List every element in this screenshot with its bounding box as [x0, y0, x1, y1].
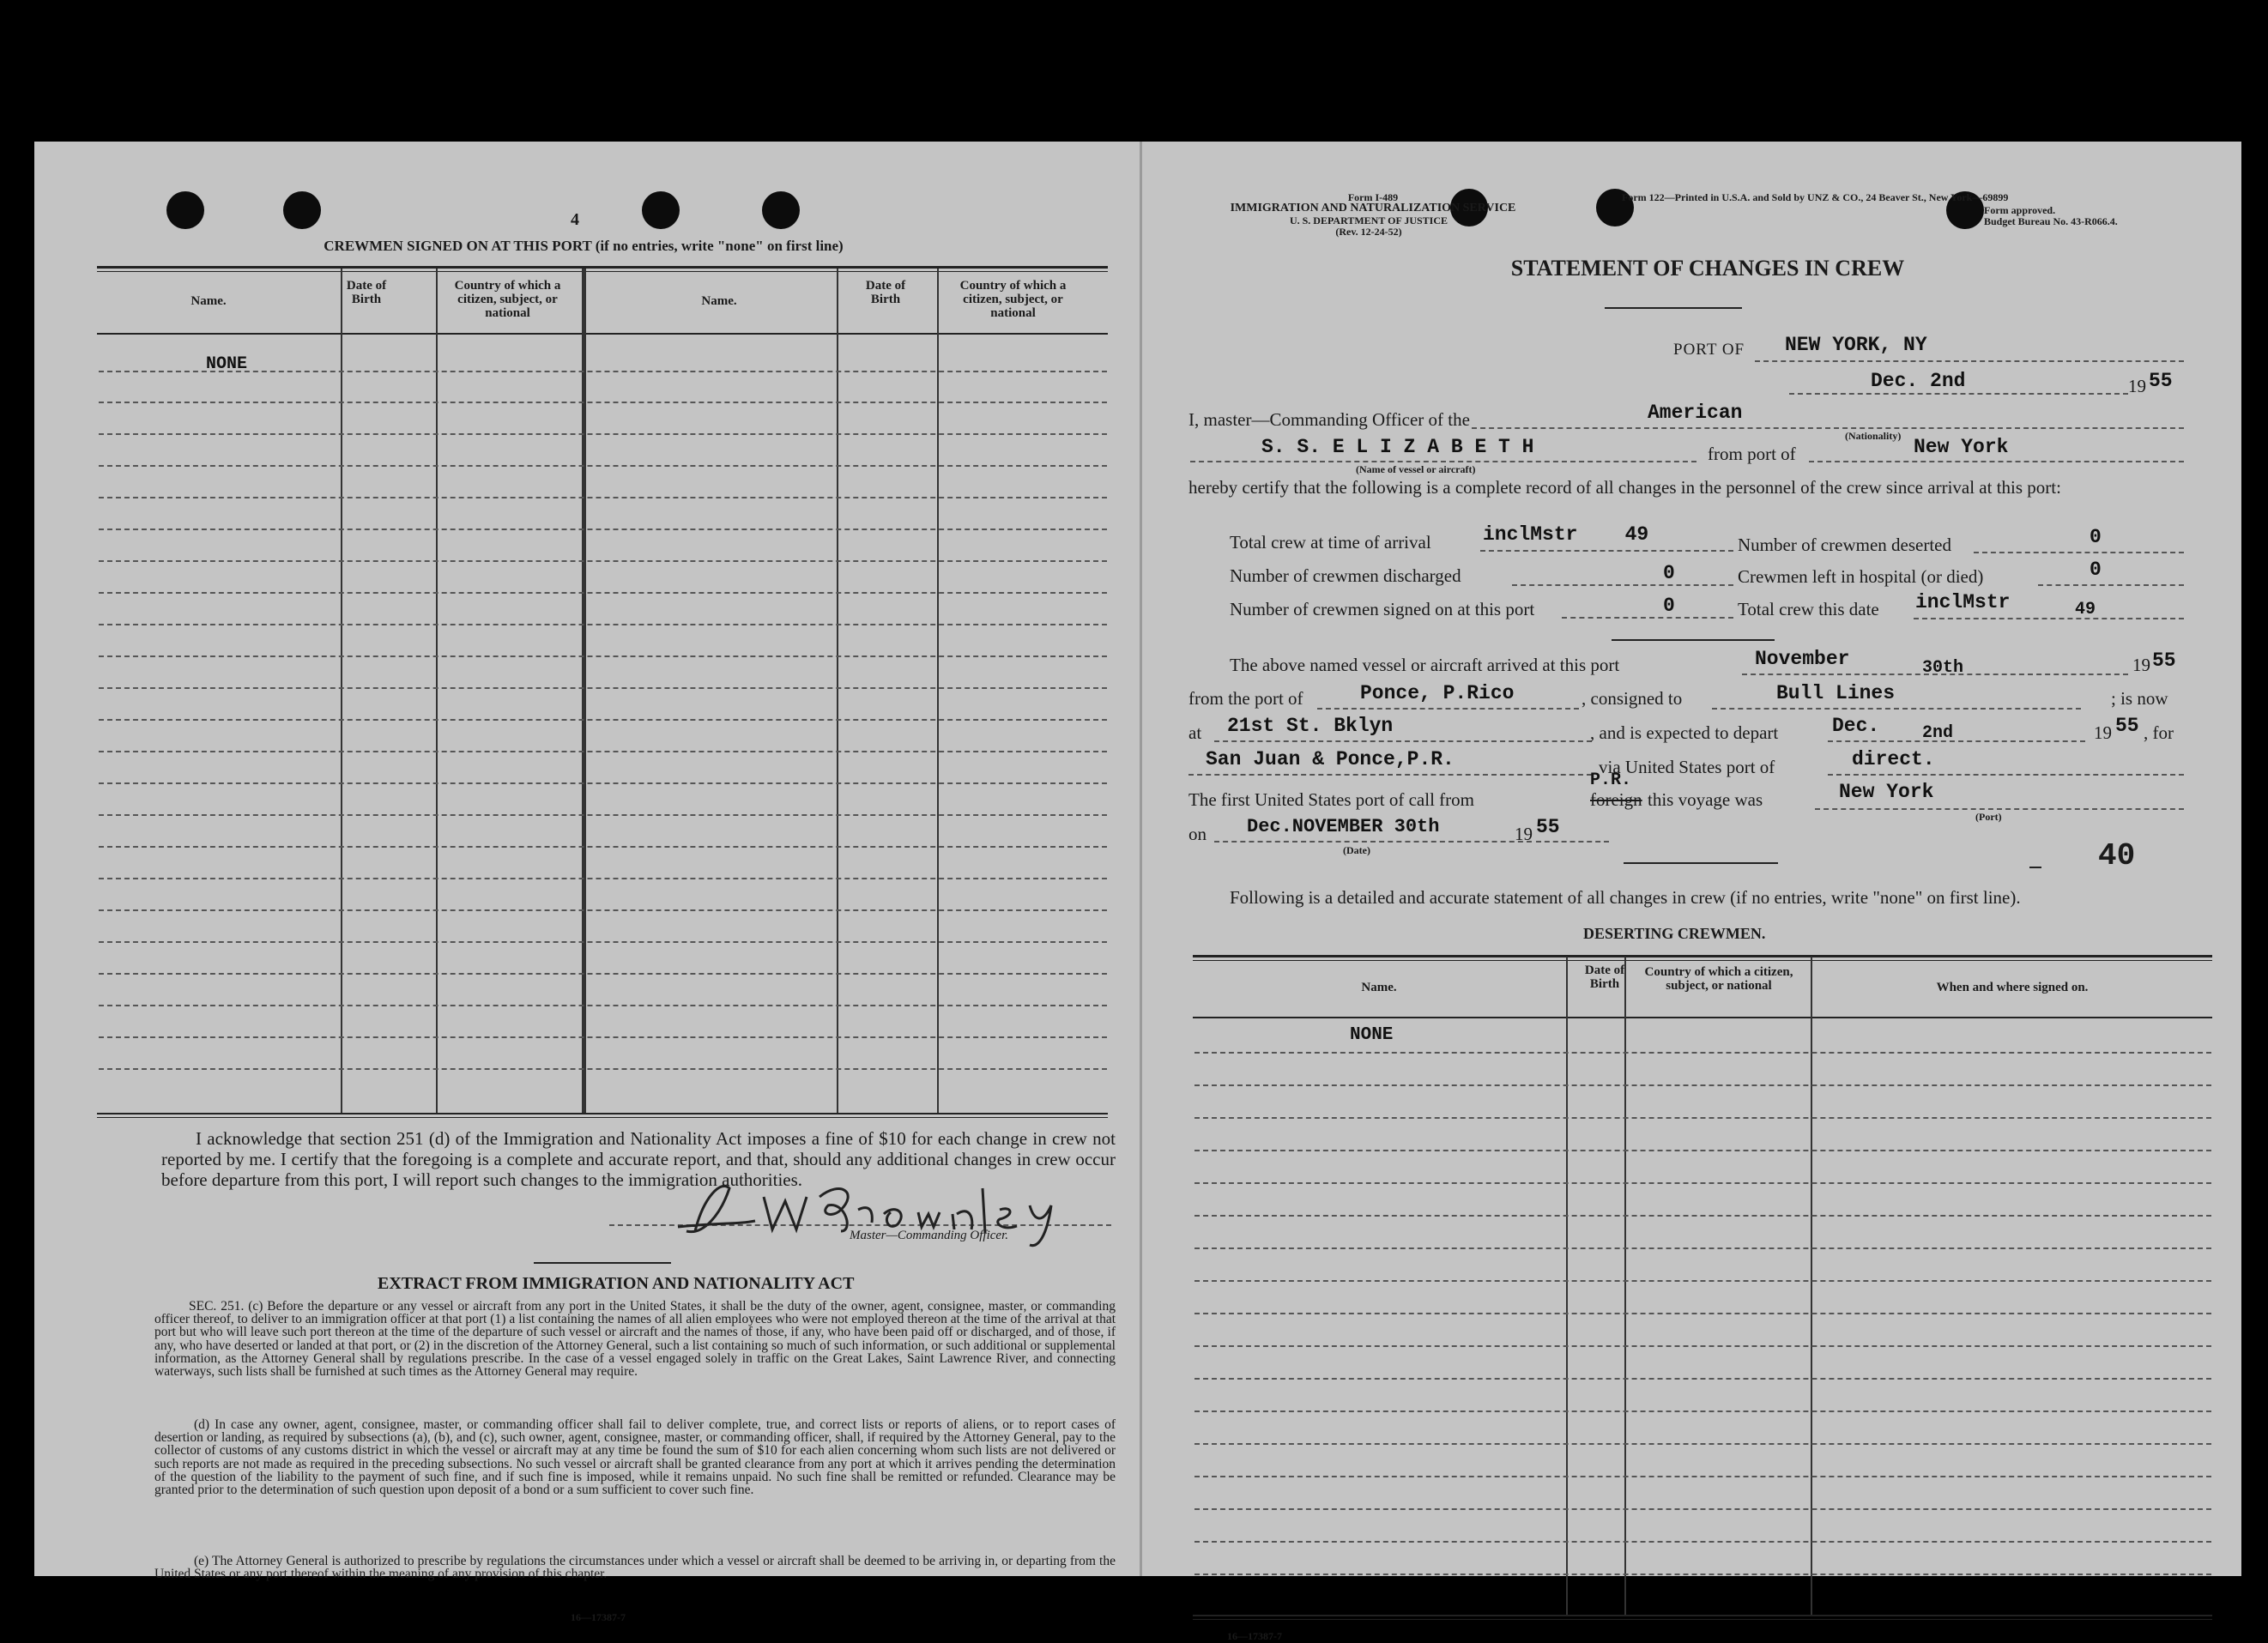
page-mark: 40 — [2098, 838, 2136, 873]
table-bottom-rule — [97, 1113, 1108, 1114]
page-mark-dash — [2029, 867, 2041, 868]
depart-line — [1828, 740, 2085, 742]
section-rule — [1612, 639, 1775, 641]
table-row — [99, 814, 1107, 816]
signed-on-first-entry: NONE — [206, 354, 248, 374]
table-row — [99, 909, 1107, 911]
table-row — [99, 941, 1107, 943]
table-row — [99, 687, 1107, 689]
page-fold — [1140, 142, 1142, 1576]
form-number: Form I-489 — [1347, 191, 1399, 203]
nationality-value: American — [1648, 402, 1743, 424]
arrived-day: 30th — [1922, 658, 1964, 678]
following-text: Following is a detailed and accurate statement of all changes in crew (if no entries, write "none" on first line). — [1230, 887, 2021, 908]
first-port-label: The first United States port of call from — [1188, 789, 1474, 810]
port-of-label: PORT OF — [1673, 341, 1745, 359]
report-year: 55 — [2149, 370, 2173, 392]
hospital-line — [2038, 584, 2184, 586]
from-port-value: New York — [1914, 436, 2009, 458]
on-value: Dec.NOVEMBER 30th — [1247, 816, 1440, 837]
table-row — [99, 878, 1107, 879]
total-date-line — [1914, 618, 2184, 619]
table-row — [1194, 1215, 2211, 1217]
table-row — [99, 782, 1107, 784]
punch-hole — [283, 191, 321, 229]
from-the-port-label: from the port of — [1188, 688, 1303, 709]
column-header: Name. — [191, 294, 227, 308]
title-rule — [1605, 307, 1742, 309]
table-row — [99, 560, 1107, 562]
via-label: via United States port of — [1599, 757, 1775, 777]
table-row — [1194, 1052, 2211, 1054]
right-footer-code: 16—17387-7 — [1227, 1630, 1282, 1642]
table-bottom-rule — [1193, 1619, 2212, 1620]
table-row — [99, 433, 1107, 435]
table-row — [1194, 1247, 2211, 1249]
date-caption: (Date) — [1343, 844, 1370, 856]
depart-year-prefix: 19 — [2094, 722, 2112, 743]
signed-on-label: Number of crewmen signed on at this port — [1230, 599, 1535, 619]
column-header: Name. — [701, 294, 737, 308]
consigned-label: , consigned to — [1582, 688, 1683, 709]
table-row — [99, 497, 1107, 498]
column-divider — [837, 269, 838, 1114]
column-header: Date of Birth — [346, 279, 387, 306]
from-the-port-value: Ponce, P.Rico — [1360, 682, 1515, 704]
punch-hole — [166, 191, 204, 229]
table-row — [99, 846, 1107, 848]
table-top-rule — [97, 271, 1108, 272]
nationality-caption: (Nationality) — [1845, 430, 1902, 442]
printer-note: Form 122—Printed in U.S.A. and Sold by UNZ & CO., 24 Beaver St., New York—69899 — [1622, 191, 2009, 203]
header-rule — [97, 333, 1108, 335]
deserted-line — [1974, 552, 2184, 553]
via-line — [1828, 774, 2184, 776]
destination-value: San Juan & Ponce,P.R. — [1206, 748, 1455, 770]
table-row — [99, 1005, 1107, 1006]
table-row — [1194, 1280, 2211, 1282]
hospital-label: Crewmen left in hospital (or died) — [1738, 566, 1984, 587]
extract-rule — [534, 1262, 671, 1264]
extract-section-d: (d) In case any owner, agent, consignee, master, or commanding officer shall fail to deliver complete, true, and correct lists or reports of aliens, or to report cases of desertion or landing, as required by subsections (a), (b), and (c), such owner, agent, consignee, master, or commanding officer, shall, if required by the Attorney General, pay to the collector of customs of any customs district in which the vessel or aircraft may at any time be found the sum of $10 for each alien concerning whom such lists are not delivered or such reports are not made as required in the preceding subsections. No such vessel or aircraft shall be granted clearance from any port at which it arrives pending the determination of the question of the liability to the payment of such fine, and if such fine is imposed, while it remains unpaid. No such fine shall be remitted or refunded. Clearance may be granted prior to the determination of such question upon deposit of a bond or a sum sufficient to cover such fine. — [154, 1417, 1116, 1498]
column-divider — [436, 269, 438, 1114]
column-header: Country of which a citizen, subject, or national — [454, 279, 561, 320]
at-label: at — [1188, 722, 1202, 743]
column-header: Country of which a citizen, subject, or national — [959, 279, 1067, 320]
first-port-value: New York — [1839, 781, 1934, 803]
total-arrival-value: inclMstr 49 — [1483, 523, 1649, 546]
table-row — [1194, 1182, 2211, 1184]
signature-caption: Master—Commanding Officer. — [850, 1229, 1008, 1242]
table-row — [99, 402, 1107, 403]
depart-label: , and is expected to depart — [1590, 722, 1779, 743]
table-row — [1194, 1508, 2211, 1510]
table-row — [99, 592, 1107, 594]
table-row — [1194, 1084, 2211, 1086]
table-row — [1194, 1150, 2211, 1151]
column-divider — [937, 269, 939, 1114]
table-top-rule — [97, 266, 1108, 269]
table-row — [99, 529, 1107, 530]
depart-year: 55 — [2115, 715, 2139, 737]
table-row — [1194, 1541, 2211, 1543]
via-value: direct. — [1852, 748, 1935, 770]
depart-day: 2nd — [1922, 723, 1954, 743]
port-caption: (Port) — [1975, 811, 2002, 823]
from-port-label: from port of — [1708, 444, 1796, 464]
consigned-value: Bull Lines — [1776, 682, 1896, 704]
table-row — [1194, 1476, 2211, 1477]
table-bottom-rule — [97, 1117, 1108, 1118]
table-row — [1194, 1345, 2211, 1347]
first-port-line — [1815, 808, 2184, 810]
document-sheet — [34, 142, 2241, 1642]
arrived-month: November — [1755, 648, 1850, 670]
is-now-label: ; is now — [2111, 688, 2168, 709]
punch-hole — [762, 191, 800, 229]
column-header: Date of Birth — [1584, 963, 1625, 991]
table-row — [99, 973, 1107, 975]
department-name: U. S. DEPARTMENT OF JUSTICE — [1289, 214, 1448, 227]
page-number: 4 — [571, 210, 579, 229]
section-rule — [1624, 862, 1778, 864]
port-of-line — [1755, 360, 2184, 362]
hospital-value: 0 — [2090, 559, 2102, 581]
total-date-number: 49 — [2075, 600, 2096, 619]
report-year-prefix: 19 — [2128, 376, 2146, 396]
on-year-prefix: 19 — [1515, 824, 1533, 844]
from-port-line — [1809, 461, 2184, 462]
on-year: 55 — [1536, 816, 1560, 838]
total-arrival-label: Total crew at time of arrival — [1230, 532, 1431, 553]
left-footer-code: 16—17387-7 — [571, 1611, 626, 1623]
signed-on-line — [1562, 617, 1733, 619]
deserting-heading: DESERTING CREWMEN. — [1583, 925, 1766, 942]
table-row — [99, 719, 1107, 721]
arrived-line — [1742, 674, 2128, 675]
table-row — [99, 655, 1107, 657]
arrived-label: The above named vessel or aircraft arrived at this port — [1230, 655, 1620, 675]
table-row — [1194, 1117, 2211, 1119]
vessel-caption: (Name of vessel or aircraft) — [1356, 463, 1476, 475]
discharged-label: Number of crewmen discharged — [1230, 565, 1461, 586]
vessel-name: S. S. E L I Z A B E T H — [1261, 436, 1534, 458]
header-rule — [1193, 1017, 2212, 1018]
depart-month: Dec. — [1832, 715, 1880, 737]
table-row — [99, 371, 1107, 372]
port-of-value: NEW YORK, NY — [1785, 334, 1927, 356]
at-value: 21st St. Bklyn — [1227, 715, 1394, 737]
arrived-year: 55 — [2152, 649, 2176, 672]
at-line — [1214, 740, 1592, 742]
column-header: Country of which a citizen, subject, or national — [1644, 965, 1793, 993]
column-divider — [1624, 957, 1626, 1616]
table-row — [99, 1068, 1107, 1070]
voyage-label: this voyage was — [1648, 789, 1763, 810]
acknowledgement-text: I acknowledge that section 251 (d) of the Immigration and Nationality Act imposes a fine of $10 for each change in crew not reported by me. I certify that the foregoing is a complete and accurate report, and that, should any additional changes in crew occur before departure from this port, I will report such changes to the immigration authorities. — [161, 1128, 1116, 1190]
column-header: When and where signed on. — [1936, 981, 2089, 994]
table-row — [1194, 1410, 2211, 1412]
extract-title: EXTRACT FROM IMMIGRATION AND NATIONALITY ACT — [378, 1274, 855, 1293]
table-row — [1194, 1313, 2211, 1314]
column-divider — [582, 269, 586, 1114]
discharged-line — [1512, 584, 1733, 586]
table-row — [1194, 1574, 2211, 1575]
total-date-value: inclMstr — [1915, 591, 2011, 613]
arrived-year-prefix: 19 — [2132, 655, 2150, 675]
punch-hole — [642, 191, 680, 229]
table-row — [99, 751, 1107, 752]
on-year-line — [1536, 841, 1609, 843]
on-line — [1214, 841, 1532, 843]
vessel-line — [1190, 461, 1696, 462]
column-divider — [1811, 957, 1812, 1616]
table-row — [1194, 1378, 2211, 1380]
agency-name: IMMIGRATION AND NATURALIZATION SERVICE — [1230, 202, 1516, 214]
deserted-label: Number of crewmen deserted — [1738, 535, 1951, 555]
table-row — [99, 465, 1107, 467]
nationality-line — [1472, 427, 2184, 429]
crewmen-signed-on-heading: CREWMEN SIGNED ON AT THIS PORT (if no entries, write "none" on first line) — [324, 238, 844, 254]
table-row — [99, 624, 1107, 625]
extract-section-c: SEC. 251. (c) Before the departure or any vessel or aircraft from any port in the United States, it shall be the duty of the owner, agent, consignee, master, or commanding officer thereof, to deliver to an immigration officer at that port (1) a list containing the names of all alien employees who were not employed thereon at the time of the arrival at that port but who will leave such port thereon at the time of the departure of such vessel or aircraft and the names of those, if any, who have been paid off or discharged, and of those, if any, who have deserted or landed at that port, or (2) in the discretion of the Attorney General, such a list containing so much of such information, or such additional or supplemental information, as the Attorney General shall by regulations prescribe. In the case of a vessel engaged solely in traffic on the Great Lakes, Saint Lawrence River, and connecting waterways, such lists shall be furnished at such times as the Attorney General may require. — [154, 1299, 1116, 1380]
table-row — [99, 1036, 1107, 1038]
from-the-port-line — [1317, 708, 1579, 710]
consigned-line — [1712, 708, 2081, 710]
discharged-value: 0 — [1663, 562, 1675, 584]
report-date: Dec. 2nd — [1871, 370, 1966, 392]
foreign-overtyped: P.R. — [1590, 770, 1632, 790]
total-arrival-line — [1480, 550, 1733, 552]
destination-line — [1188, 774, 1592, 776]
column-divider — [341, 269, 342, 1114]
column-header: Date of Birth — [865, 279, 906, 306]
column-header: Name. — [1361, 981, 1397, 994]
signed-on-value: 0 — [1663, 595, 1675, 617]
table-row — [1194, 1443, 2211, 1445]
form-revision: (Rev. 12-24-52) — [1335, 226, 1402, 238]
form-approved: Form approved. — [1984, 204, 2056, 216]
total-date-label: Total crew this date — [1738, 599, 1879, 619]
form-title: STATEMENT OF CHANGES IN CREW — [1510, 256, 1905, 281]
table-top-rule — [1193, 960, 2212, 961]
deserted-value: 0 — [2090, 526, 2102, 548]
budget-bureau: Budget Bureau No. 43-R066.4. — [1984, 215, 2118, 227]
deserting-first-entry: NONE — [1350, 1025, 1394, 1045]
on-label: on — [1188, 824, 1207, 844]
report-date-line — [1789, 393, 2128, 395]
extract-section-e: (e) The Attorney General is authorized to prescribe by regulations the circumstances under which a vessel or aircraft shall be deemed to be arriving in, or departing from the United States or any port thereof within the meaning of any provision of this chapter. — [154, 1554, 1116, 1582]
certification-text: hereby certify that the following is a complete record of all changes in the personnel of the crew since arrival at this port: — [1188, 477, 2061, 498]
master-line-label: I, master—Commanding Officer of the — [1188, 409, 1470, 430]
column-divider — [1566, 957, 1568, 1616]
foreign-struck: foreign — [1590, 789, 1642, 810]
for-label: , for — [2144, 722, 2174, 743]
table-bottom-rule — [1193, 1615, 2212, 1616]
table-top-rule — [1193, 955, 2212, 957]
